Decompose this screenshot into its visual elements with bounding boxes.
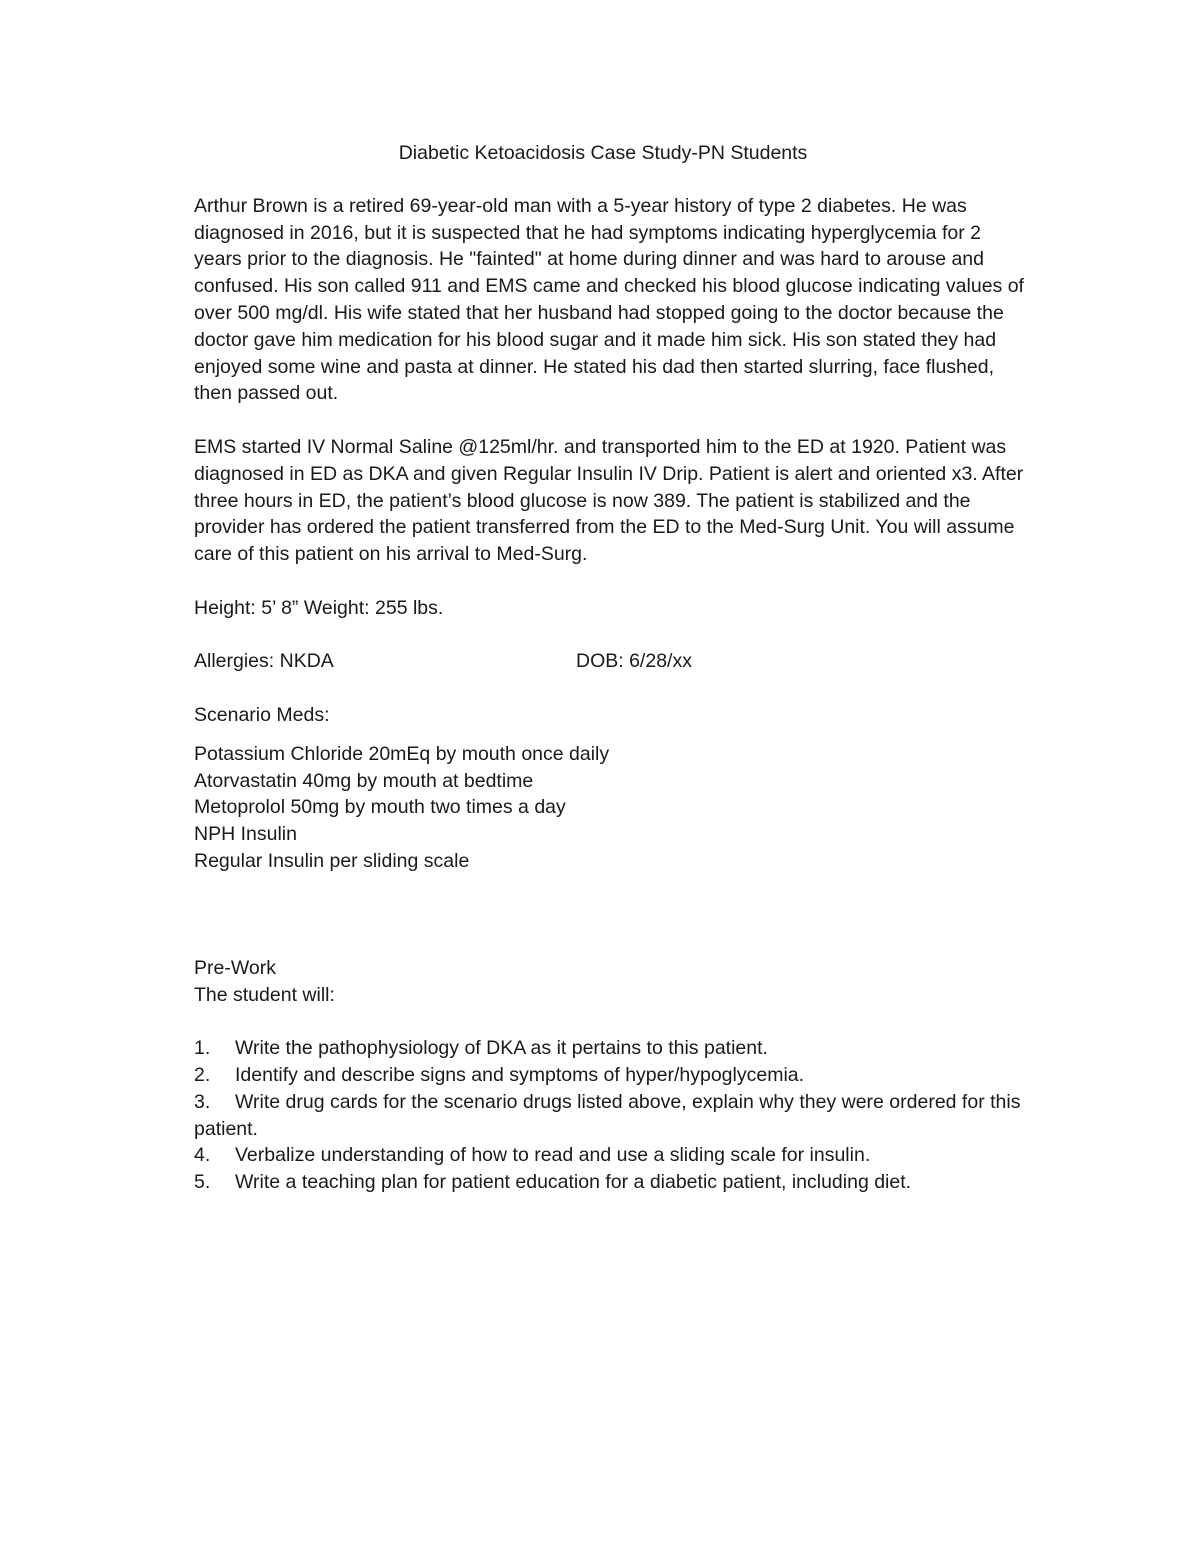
document-title: Diabetic Ketoacidosis Case Study-PN Students bbox=[398, 142, 808, 164]
task-item bbox=[194, 1089, 1024, 1143]
med-item: NPH Insulin bbox=[194, 823, 297, 846]
height-weight: Height: 5’ 8” Weight: 255 lbs. bbox=[194, 596, 444, 619]
allergies: Allergies: NKDA bbox=[194, 650, 334, 673]
task-item bbox=[194, 1035, 1024, 1062]
task-item bbox=[194, 1062, 1024, 1089]
task-text: Write the pathophysiology of DKA as it pertains to this patient. bbox=[235, 1037, 768, 1060]
scenario-meds-label: Scenario Meds: bbox=[194, 703, 330, 726]
case-paragraph-history: Arthur Brown is a retired 69-year-old man with a 5-year history of type 2 diabetes. He was diagnosed in 2016, but it is suspected that he had symptoms indicating hyperglycemia for 2 years prior to the diagnosis. He "fainted" at home during dinner and was hard to arouse and confused. His son called 911 and EMS came and checked his blood glucose indicating values of over 500 mg/dl. His wife stated that her husband had stopped going to the doctor because the doctor gave him medication for his blood sugar and it made him sick. His son stated they had enjoyed some wine and pasta at dinner. He stated his dad then started slurring, face flushed, then passed out. bbox=[194, 194, 1024, 405]
med-item: Regular Insulin per sliding scale bbox=[194, 849, 470, 872]
task-number: 4. bbox=[194, 1144, 211, 1167]
med-item: Atorvastatin 40mg by mouth at bedtime bbox=[194, 769, 534, 792]
med-item: Metoprolol 50mg by mouth two times a day bbox=[194, 796, 566, 819]
student-will-intro: The student will: bbox=[194, 983, 335, 1006]
task-item bbox=[194, 1142, 1024, 1169]
allergies-dob-row bbox=[194, 648, 1024, 675]
task-number: 3. bbox=[194, 1090, 211, 1113]
date-of-birth: DOB: 6/28/xx bbox=[576, 650, 692, 673]
task-text: Write drug cards for the scenario drugs listed above, explain why they were ordered for this patient. bbox=[194, 1090, 1021, 1140]
task-text: Verbalize understanding of how to read and use a sliding scale for insulin. bbox=[235, 1144, 871, 1167]
task-number: 2. bbox=[194, 1063, 211, 1086]
task-number: 1. bbox=[194, 1037, 211, 1060]
scenario-meds-list bbox=[194, 741, 1024, 875]
task-list bbox=[194, 1035, 1024, 1196]
prework-heading: Pre-Work bbox=[194, 956, 276, 979]
document-content bbox=[194, 140, 1024, 1196]
task-number: 5. bbox=[194, 1171, 211, 1194]
task-item bbox=[194, 1169, 1024, 1196]
med-item: Potassium Chloride 20mEq by mouth once daily bbox=[194, 742, 610, 765]
task-text: Identify and describe signs and symptoms of hyper/hypoglycemia. bbox=[235, 1063, 805, 1086]
case-paragraph-ed-course: EMS started IV Normal Saline @125ml/hr. and transported him to the ED at 1920. Patient was diagnosed in ED as DKA and given Regular Insulin IV Drip. Patient is alert and oriented x3. After three hours in ED, the patient’s blood glucose is now 389. The patient is stabilized and the provider has ordered the patient transferred from the ED to the Med-Surg Unit. You will assume care of this patient on his arrival to Med-Surg. bbox=[194, 435, 1024, 566]
task-text: Write a teaching plan for patient education for a diabetic patient, including diet. bbox=[235, 1171, 912, 1194]
